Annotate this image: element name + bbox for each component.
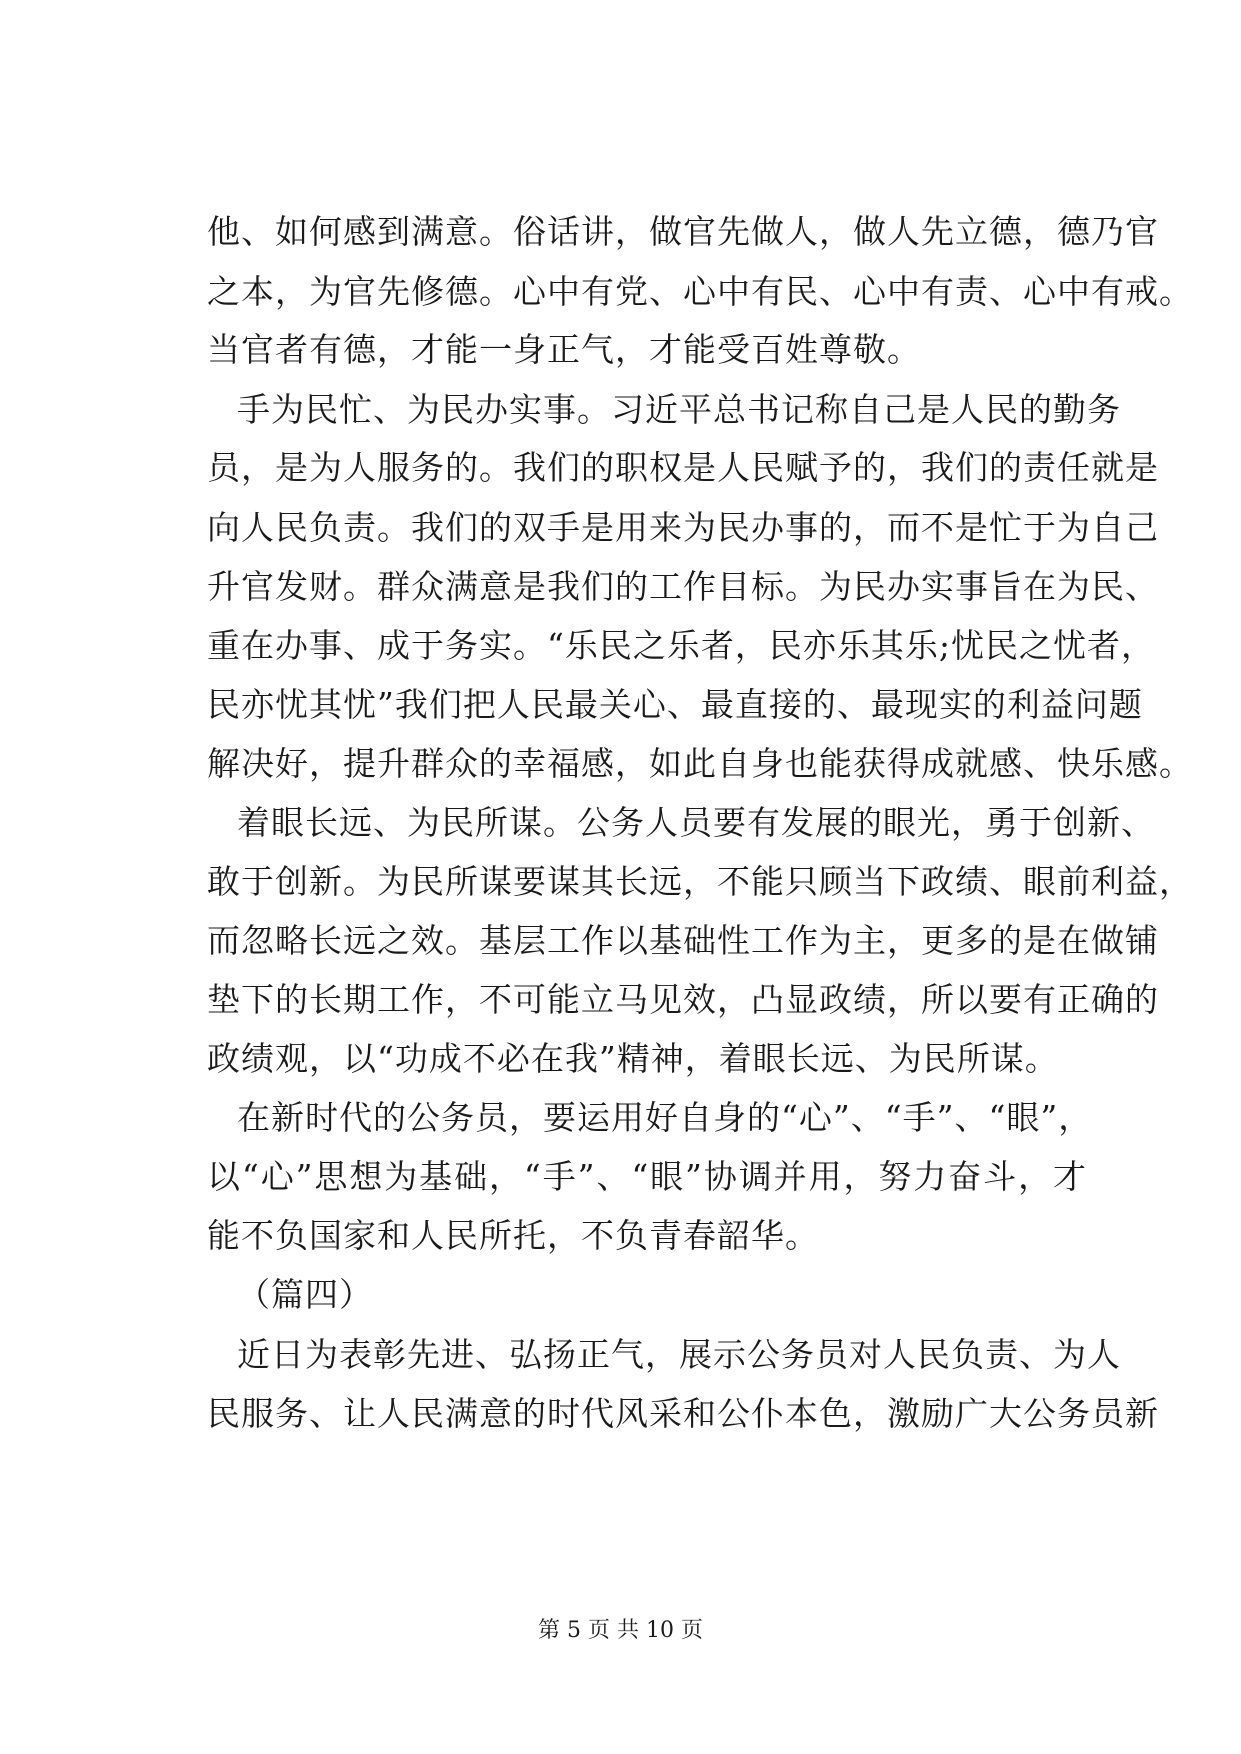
text-line: 解决好，提升群众的幸福感，如此自身也能获得成就感、快乐感。 <box>207 744 1193 783</box>
text-line: 之本，为官先修德。心中有党、心中有民、心中有责、心中有戒。 <box>207 272 1193 311</box>
text-line: 而忽略长远之效。基层工作以基础性工作为主，更多的是在做铺 <box>207 921 1159 960</box>
paragraph-first-line: 近日为表彰先进、弘扬正气，展示公务员对人民负责、为人 <box>237 1335 1121 1374</box>
text-line: 向人民负责。我们的双手是用来为民办事的，而不是忙于为自己 <box>207 508 1159 547</box>
paragraph-first-line: 着眼长远、为民所谋。公务人员要有发展的眼光，勇于创新、 <box>237 803 1155 842</box>
text-line: 能不负国家和人民所托，不负青春韶华。 <box>207 1216 819 1255</box>
paragraph-first-line: 手为民忙、为民办实事。习近平总书记称自己是人民的勤务 <box>237 390 1121 429</box>
text-line: 他、如何感到满意。俗话讲，做官先做人，做人先立德，德乃官 <box>207 212 1159 251</box>
text-line: 重在办事、成于务实。“乐民之乐者，民亦乐其乐;忧民之忧者， <box>207 626 1155 665</box>
page-number-footer: 第 5 页 共 10 页 <box>538 1618 703 1643</box>
paragraph-first-line: 在新时代的公务员，要运用好自身的“心”、“手”、“眼”， <box>237 1098 1093 1137</box>
text-line: 员，是为人服务的。我们的职权是人民赋予的，我们的责任就是 <box>207 448 1159 487</box>
text-line: 升官发财。群众满意是我们的工作目标。为民办实事旨在为民、 <box>207 567 1159 606</box>
text-line: 民服务、让人民满意的时代风采和公仆本色，激励广大公务员新 <box>207 1394 1159 1433</box>
text-line: 垫下的长期工作，不可能立马见效，凸显政绩，所以要有正确的 <box>207 980 1159 1019</box>
section-heading: （篇四） <box>237 1275 373 1314</box>
text-line: 当官者有德，才能一身正气，才能受百姓尊敬。 <box>207 330 921 369</box>
text-line: 政绩观，以“功成不必在我”精神，着眼长远、为民所谋。 <box>207 1039 1059 1078</box>
text-line: 民亦忧其忧”我们把人民最关心、最直接的、最现实的利益问题 <box>207 685 1143 724</box>
text-line: 敢于创新。为民所谋要谋其长远，不能只顾当下政绩、眼前利益， <box>207 862 1193 901</box>
text-line: 以“心”思想为基础，“手”、“眼”协调并用，努力奋斗，才 <box>207 1157 1087 1196</box>
